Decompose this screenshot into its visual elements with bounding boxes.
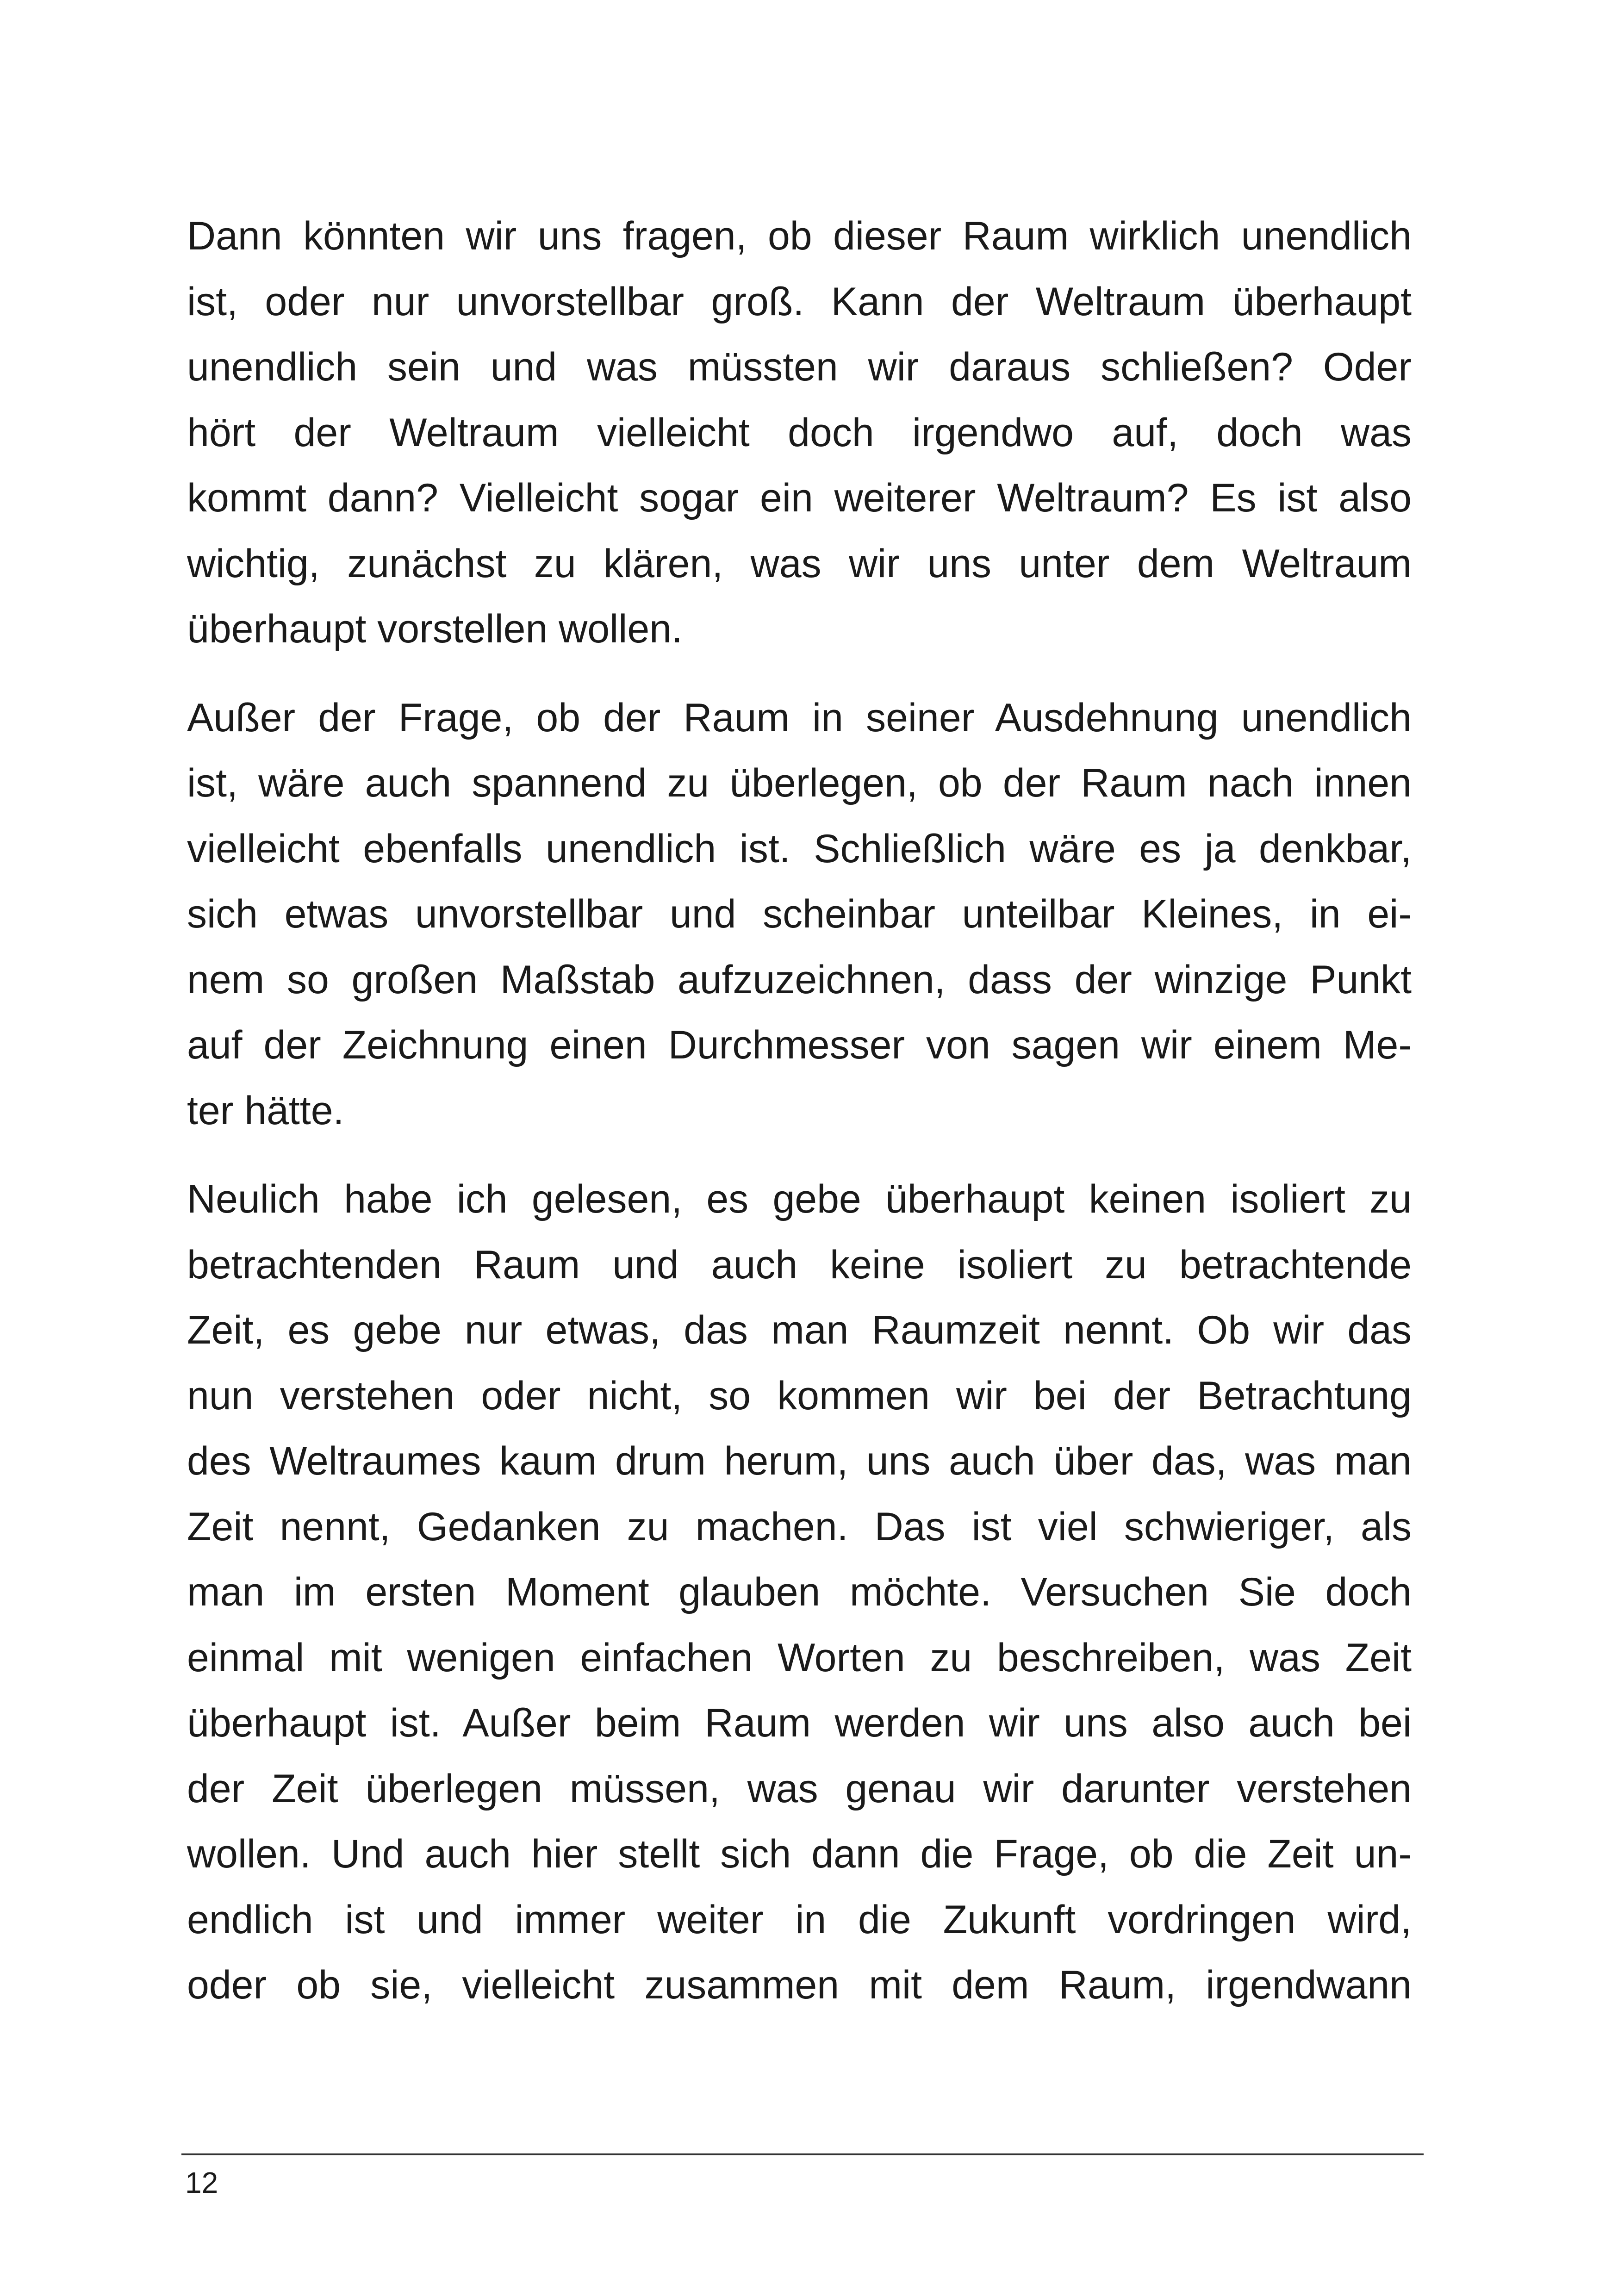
text-line: Zeit, es gebe nur etwas, das man Raumzeit nennt. Ob wir das [187, 1308, 1412, 1352]
text-line: Dann könnten wir uns fragen, ob dieser Raum wirklich unendlich [187, 214, 1412, 258]
text-line: überhaupt vorstellen wollen. [187, 607, 683, 651]
paragraph-2 [187, 685, 1412, 1144]
text-line: betrachtenden Raum und auch keine isoliert zu betrachtende [187, 1242, 1412, 1287]
text-line: auf der Zeichnung einen Durchmesser von sagen wir einem Me- [187, 1023, 1412, 1067]
text-line: kommt dann? Vielleicht sogar ein weiterer Weltraum? Es ist also [187, 476, 1412, 520]
paragraph-3 [187, 1167, 1412, 2018]
text-line: ter hätte. [187, 1088, 344, 1133]
text-line: nun verstehen oder nicht, so kommen wir bei der Betrachtung [187, 1373, 1412, 1418]
page-number: 12 [185, 2166, 218, 2199]
body-text [187, 204, 1412, 2018]
text-line: oder ob sie, vielleicht zusammen mit dem Raum, irgendwann [187, 1963, 1412, 2007]
text-line: des Weltraumes kaum drum herum, uns auch über das, was man [187, 1439, 1412, 1483]
text-line: sich etwas unvorstellbar und scheinbar unteilbar Kleines, in ei- [187, 892, 1412, 936]
text-line: Zeit nennt, Gedanken zu machen. Das ist viel schwieriger, als [187, 1504, 1412, 1549]
text-line: wollen. Und auch hier stellt sich dann die Frage, ob die Zeit un- [187, 1832, 1412, 1876]
text-line: wichtig, zunächst zu klären, was wir uns unter dem Weltraum [187, 541, 1412, 586]
paragraph-spacing [187, 1144, 1412, 1167]
text-line: man im ersten Moment glauben möchte. Versuchen Sie doch [187, 1570, 1412, 1614]
text-line: ist, wäre auch spannend zu überlegen, ob der Raum nach innen [187, 761, 1412, 805]
text-line: Außer der Frage, ob der Raum in seiner Ausdehnung unendlich [187, 695, 1412, 740]
text-line: endlich ist und immer weiter in die Zukunft vordringen wird, [187, 1897, 1412, 1942]
footer-divider [181, 2153, 1424, 2155]
text-line: ist, oder nur unvorstellbar groß. Kann der Weltraum überhaupt [187, 279, 1412, 324]
text-line: einmal mit wenigen einfachen Worten zu beschreiben, was Zeit [187, 1635, 1412, 1680]
text-line: unendlich sein und was müssten wir daraus schließen? Oder [187, 345, 1412, 389]
text-line: überhaupt ist. Außer beim Raum werden wir uns also auch bei [187, 1701, 1412, 1745]
paragraph-spacing [187, 662, 1412, 685]
text-line: nem so großen Maßstab aufzuzeichnen, dass der winzige Punkt [187, 957, 1412, 1002]
text-line: Neulich habe ich gelesen, es gebe überhaupt keinen isoliert zu [187, 1177, 1412, 1221]
paragraph-1 [187, 204, 1412, 662]
text-line: vielleicht ebenfalls unendlich ist. Schließlich wäre es ja denkbar, [187, 826, 1412, 871]
text-line: der Zeit überlegen müssen, was genau wir darunter verstehen [187, 1766, 1412, 1811]
text-line: hört der Weltraum vielleicht doch irgendwo auf, doch was [187, 410, 1412, 455]
